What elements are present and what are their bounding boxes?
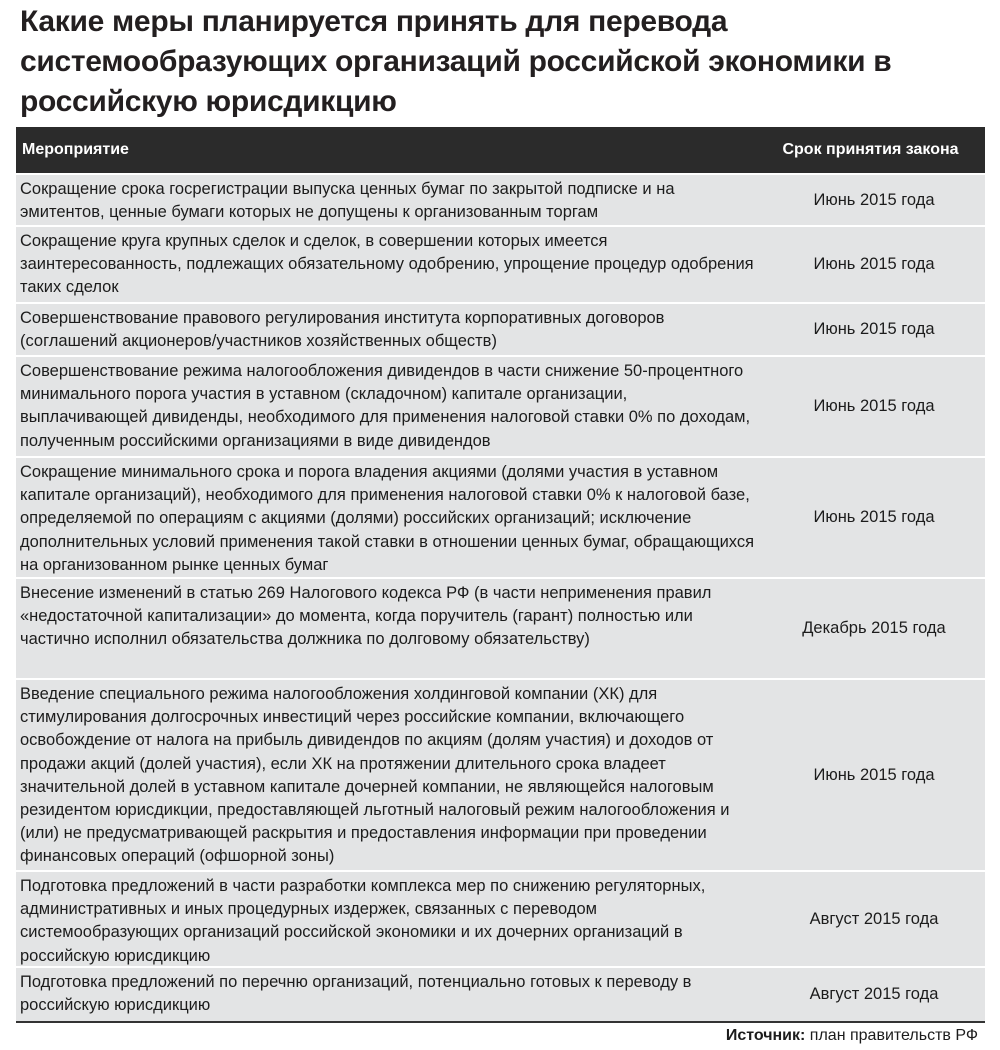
table-row — [16, 966, 985, 1021]
page-title: Какие меры планируется принять для перевода системообразующих организаций российской экономики в российскую юрисдикцию — [20, 5, 892, 118]
header-deadline: Срок принятия закона — [782, 141, 959, 158]
header-measure: Мероприятие — [22, 141, 129, 158]
table-header — [16, 127, 985, 173]
table-row — [16, 355, 985, 456]
measure-cell: Сокращение минимального срока и порога владения акциями (долями участия в уставном капитале организаций), необходимого для применения налоговой ставки 0% к налоговой базе, определяемой по операциям с акциями (долями) российских организаций; исключение дополнительных условий применения такой ставки в отношении ценных бумаг, обращающихся на организованном рынке ценных бумаг — [20, 463, 755, 574]
measure-cell: Внесение изменений в статью 269 Налогового кодекса РФ (в части неприменения правил «недостаточной капитализации» до момента, когда поручитель (гарант) полностью или частично исполнил обязательства должника по долговому обязательству) — [20, 584, 712, 649]
table-row — [16, 173, 985, 225]
deadline-cell: Июнь 2015 года — [813, 397, 935, 415]
table-row — [16, 678, 985, 870]
deadline-cell: Июнь 2015 года — [813, 765, 935, 784]
measure-cell: Сокращение срока госрегистрации выпуска ценных бумаг по закрытой подписке и на эмитентов, ценные бумаги которых не допущены к организованным торгам — [20, 180, 675, 222]
measure-cell: Совершенствование правового регулирования института корпоративных договоров (соглашений акционеров/участников хозяйственных обществ) — [20, 309, 665, 351]
measure-cell: Подготовка предложений по перечню организаций, потенциально готовых к переводу в российскую юрисдикцию — [20, 973, 692, 1015]
measure-cell: Сокращение круга крупных сделок и сделок, в совершении которых имеется заинтересованность, подлежащих обязательному одобрению, упрощение процедур одобрения таких сделок — [20, 232, 754, 297]
deadline-cell: Июнь 2015 года — [813, 255, 935, 273]
table-row — [16, 870, 985, 966]
deadline-cell: Июнь 2015 года — [813, 320, 935, 338]
measure-cell: Введение специального режима налогообложения холдинговой компании (ХК) для стимулирования долгосрочных инвестиций через российские компании, включающего освобождение от налога на прибыль дивидендов по акциям (долям участия) и доходов от продажи акций (долей участия), если ХК на протяжении длительного срока владеет значительной долей в уставном капитале дочерней компании, не являющейся налоговым резидентом юрисдикции, предоставляющей льготный налоговый режим налогообложения и (или) не предусматривающей раскрытия и предоставления информации при проведении финансовых операций (офшорной зоны) — [20, 685, 730, 866]
measures-table — [16, 127, 985, 1023]
deadline-cell: Август 2015 года — [809, 909, 939, 928]
measure-cell: Подготовка предложений в части разработки комплекса мер по снижению регуляторных, административных и иных процедурных издержек, связанных с переводом системообразующих организаций российской экономики и их дочерних организаций в российскую юрисдикцию — [20, 877, 706, 965]
table-row — [16, 577, 985, 678]
source-label: Источник: — [725, 1027, 806, 1044]
deadline-cell: Август 2015 года — [809, 985, 939, 1003]
measure-cell: Совершенствование режима налогообложения дивидендов в части снижение 50-процентного минимального порога участия в уставном (складочном) капитале организации, выплачивающей дивиденды, необходимого для применения налоговой ставки 0% по доходам, полученным российскими организациями в виде дивидендов — [20, 362, 751, 450]
deadline-cell: Декабрь 2015 года — [802, 619, 946, 637]
deadline-cell: Июнь 2015 года — [813, 190, 935, 209]
source-note — [726, 1027, 978, 1045]
table-row — [16, 302, 985, 355]
table-row — [16, 225, 985, 302]
source-text: план правительств РФ — [809, 1027, 978, 1044]
table-row — [16, 456, 985, 577]
deadline-cell: Июнь 2015 года — [813, 508, 935, 526]
